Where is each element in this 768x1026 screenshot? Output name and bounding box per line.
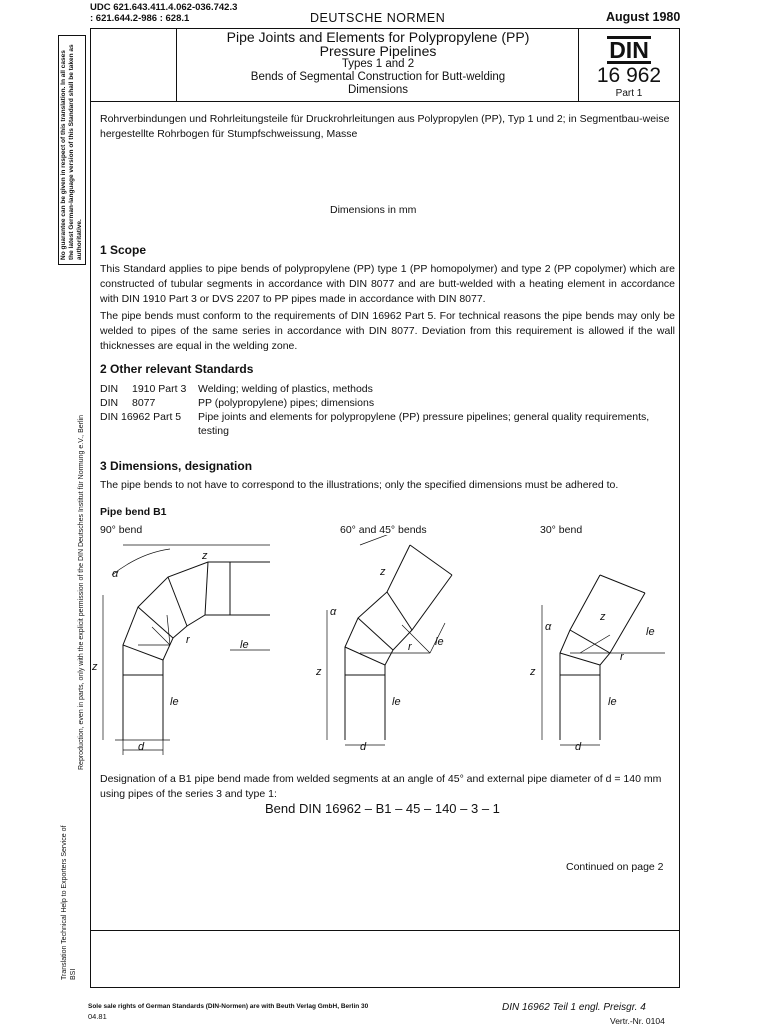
footer-rights: Sole sale rights of German Standards (DIN-Normen) are with Beuth Verlag GmbH, Berlin 30 bbox=[88, 1003, 369, 1010]
title-line-3: Types 1 and 2 bbox=[341, 58, 415, 70]
reproduction-note: Reproduction, even in parts, only with the explicit permission of the DIN Deutsches Institut für Normung e.V., Berlin bbox=[78, 415, 85, 770]
footer-code: 04.81 bbox=[88, 1012, 107, 1021]
din-mark bbox=[578, 30, 680, 99]
designation-example: Bend DIN 16962 – B1 – 45 – 140 – 3 – 1 bbox=[265, 801, 500, 816]
title-line-5: Dimensions bbox=[347, 84, 409, 96]
dim-alpha-6045: α bbox=[330, 606, 337, 618]
standards-row bbox=[100, 410, 675, 438]
dim-le-90: le bbox=[240, 639, 249, 651]
continued-note: Continued on page 2 bbox=[566, 861, 664, 873]
masthead: DEUTSCHE NORMEN bbox=[310, 11, 446, 25]
standard-prefix: DIN bbox=[100, 383, 119, 395]
dimensions-note: Dimensions in mm bbox=[330, 204, 417, 216]
pipe-bend-b1-heading: Pipe bend B1 bbox=[100, 506, 167, 518]
guarantee-box bbox=[58, 35, 86, 265]
standard-title: Pipe joints and elements for polypropylene (PP) pressure pipelines; general quality requirements, testing bbox=[198, 411, 650, 437]
standard-number: 1910 Part 3 bbox=[132, 383, 187, 395]
footer-ref: DIN 16962 Teil 1 engl. Preisgr. 4 bbox=[502, 1002, 646, 1013]
standard-prefix: DIN bbox=[100, 397, 119, 409]
udc-line-1: UDC 621.643.411.4.062-036.742.3 bbox=[90, 2, 238, 13]
translation-note: Translation Technical Help to Exporters Service of BSI bbox=[61, 825, 77, 980]
dim-z-90-vertical: z bbox=[92, 661, 98, 673]
dim-z-6045-vertical: z bbox=[316, 666, 322, 678]
din-number: 16 962 bbox=[596, 64, 662, 87]
designation-intro: Designation of a B1 pipe bend made from welded segments at an angle of 45° and external pipe diameter of d = 140 mm using pipes of the series 3 and type 1: bbox=[100, 773, 662, 800]
dim-z-90: z bbox=[202, 550, 208, 562]
standard-number: 8077 bbox=[132, 397, 156, 409]
label-90-bend: 90° bend bbox=[100, 524, 143, 536]
german-title: Rohrverbindungen und Rohrleitungsteile für Druckrohrleitungen aus Polypropylen (PP), Typ 1 und 2; in Segmentbau-weise hergestellte Rohrbogen für Stumpfschweissung, Masse bbox=[100, 113, 670, 140]
page-frame bbox=[90, 28, 680, 988]
din-logo: DIN bbox=[609, 37, 649, 63]
issue-date: August 1980 bbox=[606, 10, 681, 24]
dim-le-6045-vertical: le bbox=[392, 696, 401, 708]
bend-drawings bbox=[90, 535, 680, 765]
title-line-2: Pressure Pipelines bbox=[319, 43, 437, 59]
footer-vertr: Vertr.-Nr. 0104 bbox=[610, 1016, 665, 1026]
din-part: Part 1 bbox=[615, 88, 643, 99]
label-60-45-bends: 60° and 45° bends bbox=[340, 524, 427, 536]
section-1-para-1: This Standard applies to pipe bends of polypropylene (PP) type 1 (PP homopolymer) and type 2 (PP copolymer) which are constructed of tubular segments in accordance with DIN 8077 and are butt-welded with a heating element in accordance with DIN 1910 Part 3 or DVS 2207 to PP pipes made in accordance with DIN 8077. bbox=[100, 263, 675, 305]
dim-le-90-vertical: le bbox=[170, 696, 179, 708]
standard-title: PP (polypropylene) pipes; dimensions bbox=[198, 397, 375, 409]
dim-le-30: le bbox=[646, 626, 655, 638]
section-3-para: The pipe bends to not have to correspond to the illustrations; only the specified dimensions must be adhered to. bbox=[100, 479, 619, 491]
dim-z-30: z bbox=[600, 611, 606, 623]
standards-row bbox=[100, 382, 675, 396]
dim-z-6045: z bbox=[380, 566, 386, 578]
standards-list bbox=[100, 382, 675, 438]
udc-line-2: : 621.644.2-986 : 628.1 bbox=[90, 13, 190, 24]
dim-le-6045: le bbox=[435, 636, 444, 648]
standard-prefix: DIN 16962 Part 5 bbox=[100, 411, 182, 423]
dim-z-30-vertical: z bbox=[530, 666, 536, 678]
bottom-rule bbox=[90, 930, 680, 931]
dim-d-6045: d bbox=[360, 741, 367, 753]
standards-row bbox=[100, 396, 675, 410]
dim-alpha-90: α bbox=[112, 568, 119, 580]
dim-r-90: r bbox=[186, 634, 190, 646]
dim-alpha-30: α bbox=[545, 621, 552, 633]
title-left-cell bbox=[90, 28, 177, 102]
title-line-4: Bends of Segmental Construction for Butt-welding bbox=[250, 71, 506, 83]
bend-60-45-drawing bbox=[327, 535, 452, 745]
section-3-heading: 3 Dimensions, designation bbox=[100, 459, 253, 473]
guarantee-text: No guarantee can be given in respect of this translation. In all cases the latest German-language version of this Standard shall be taken as authoritative. bbox=[58, 35, 86, 265]
label-30-bend: 30° bend bbox=[540, 524, 583, 536]
dim-le-30-vertical: le bbox=[608, 696, 617, 708]
section-1-heading: 1 Scope bbox=[100, 243, 147, 257]
dim-r-30: r bbox=[620, 651, 624, 663]
bend-30-drawing bbox=[542, 575, 665, 745]
dim-d-30: d bbox=[575, 741, 582, 753]
title-line-1: Pipe Joints and Elements for Polypropylene (PP) bbox=[226, 29, 530, 45]
document-title bbox=[178, 30, 578, 97]
dim-r-6045: r bbox=[408, 641, 412, 653]
section-1-para-2: The pipe bends must conform to the requirements of DIN 16962 Part 5. For technical reasons the pipe bends may only be welded to pipes of the same series in accordance with DIN 8077. Deviation from this requirement is allowed if the wall thicknesses are equal in the welding zone. bbox=[100, 310, 675, 352]
udc-code bbox=[90, 2, 237, 24]
standard-title: Welding; welding of plastics, methods bbox=[198, 383, 373, 395]
dim-d-90: d bbox=[138, 741, 145, 753]
section-2-heading: 2 Other relevant Standards bbox=[100, 362, 254, 376]
